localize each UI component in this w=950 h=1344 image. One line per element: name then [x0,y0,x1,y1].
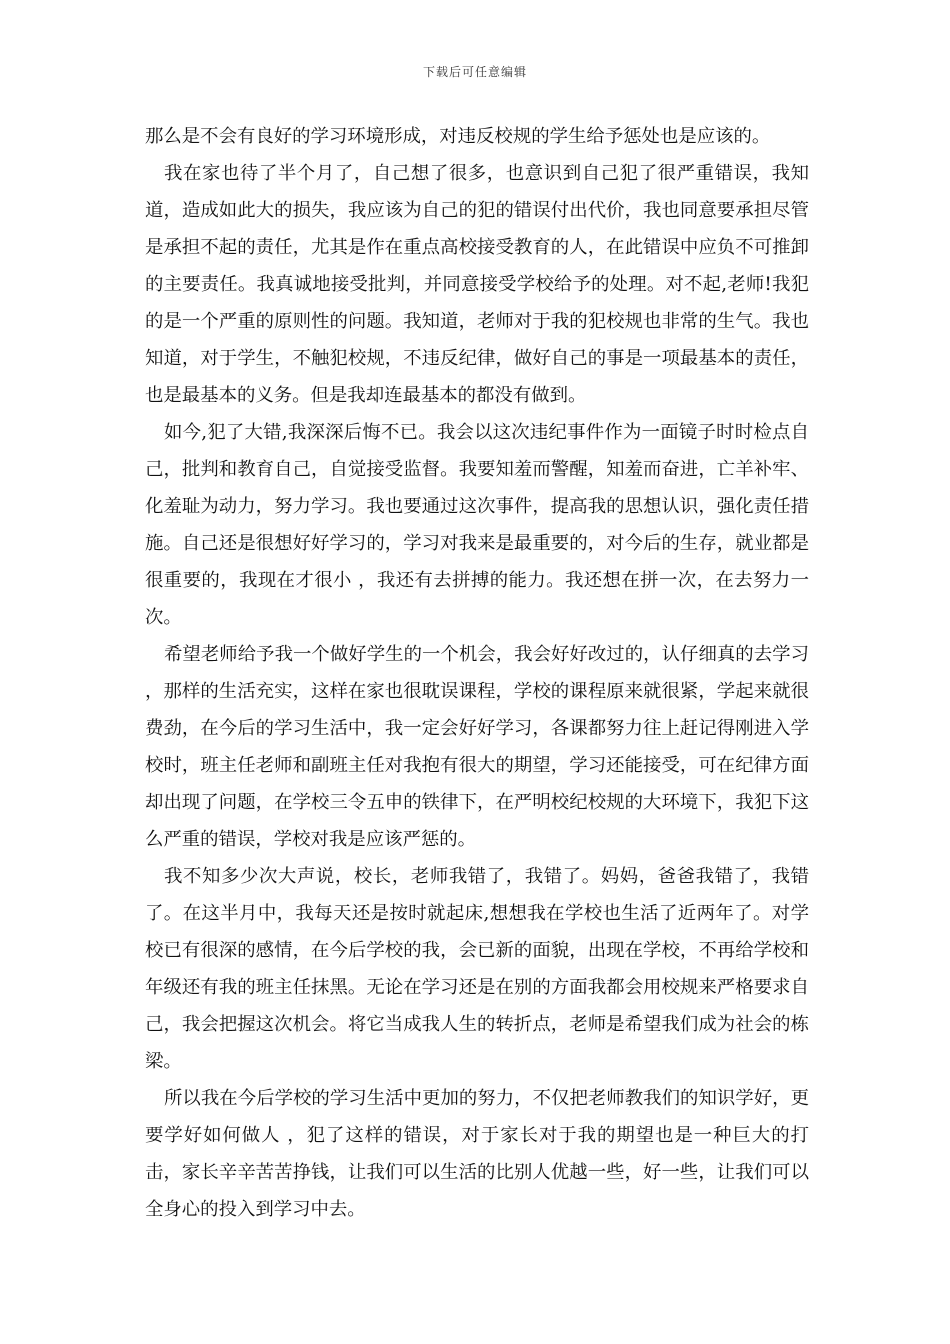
document-body [145,118,809,1228]
paragraph-continuation: 那么是不会有良好的学习环境形成，对违反校规的学生给予惩处也是应该的。 [145,126,771,147]
paragraph: 希望老师给予我一个做好学生的一个机会，我会好好改过的，认仔细真的去学习 ，那样的生活充实，这样在家也很耽误课程，学校的课程原来就很紧，学起来就很费劲，在今后的学习生活中，我一定会好好学习，各课都努力往上赶记得刚进入学校时，班主任老师和副班主任对我抱有很大的期望，学习还能接受，可在纪律方面却出现了问题，在学校三令五申的铁律下，在严明校纪校规的大环境下，我犯下这么严重的错误，学校对我是应该严惩的。 [145,644,809,850]
paragraph: 所以我在今后学校的学习生活中更加的努力，不仅把老师教我们的知识学好，更要学好如何做人 ，犯了这样的错误，对于家长对于我的期望也是一种巨大的打击，家长辛辛苦苦挣钱，让我们可以生活的比别人优越一些，好一些，让我们可以全身心的投入到学习中去。 [145,1088,809,1220]
paragraph: 我在家也待了半个月了，自己想了很多，也意识到自己犯了很严重错误，我知道，造成如此大的损失，我应该为自己的犯的错误付出代价，我也同意要承担尽管是承担不起的责任，尤其是作在重点高校接受教育的人，在此错误中应负不可推卸的主要责任。我真诚地接受批判，并同意接受学校给予的处理。对不起,老师!我犯的是一个严重的原则性的问题。我知道，老师对于我的犯校规也非常的生气。我也知道，对于学生，不触犯校规，不违反纪律，做好自己的事是一项最基本的责任，也是最基本的义务。但是我却连最基本的都没有做到。 [145,163,809,406]
page-header: 下载后可任意编辑 [422,65,527,79]
paragraph: 如今,犯了大错,我深深后悔不已。我会以这次违纪事件作为一面镜子时时检点自己，批判和教育自己，自觉接受监督。我要知羞而警醒，知羞而奋进，亡羊补牢、化羞耻为动力，努力学习。我也要通过这次事件，提高我的思想认识，强化责任措施。自己还是很想好好学习的，学习对我来是最重要的，对今后的生存，就业都是很重要的，我现在才很小 ，我还有去拼搏的能力。我还想在拼一次，在去努力一次。 [145,422,809,628]
paragraph: 我不知多少次大声说，校长，老师我错了，我错了。妈妈，爸爸我错了，我错了。在这半月中，我每天还是按时就起床,想想我在学校也生活了近两年了。对学校已有很深的感情，在今后学校的我，会已新的面貌，出现在学校，不再给学校和年级还有我的班主任抹黑。无论在学习还是在别的方面我都会用校规来严格要求自己，我会把握这次机会。将它当成我人生的转折点，老师是希望我们成为社会的栋梁。 [145,866,809,1072]
